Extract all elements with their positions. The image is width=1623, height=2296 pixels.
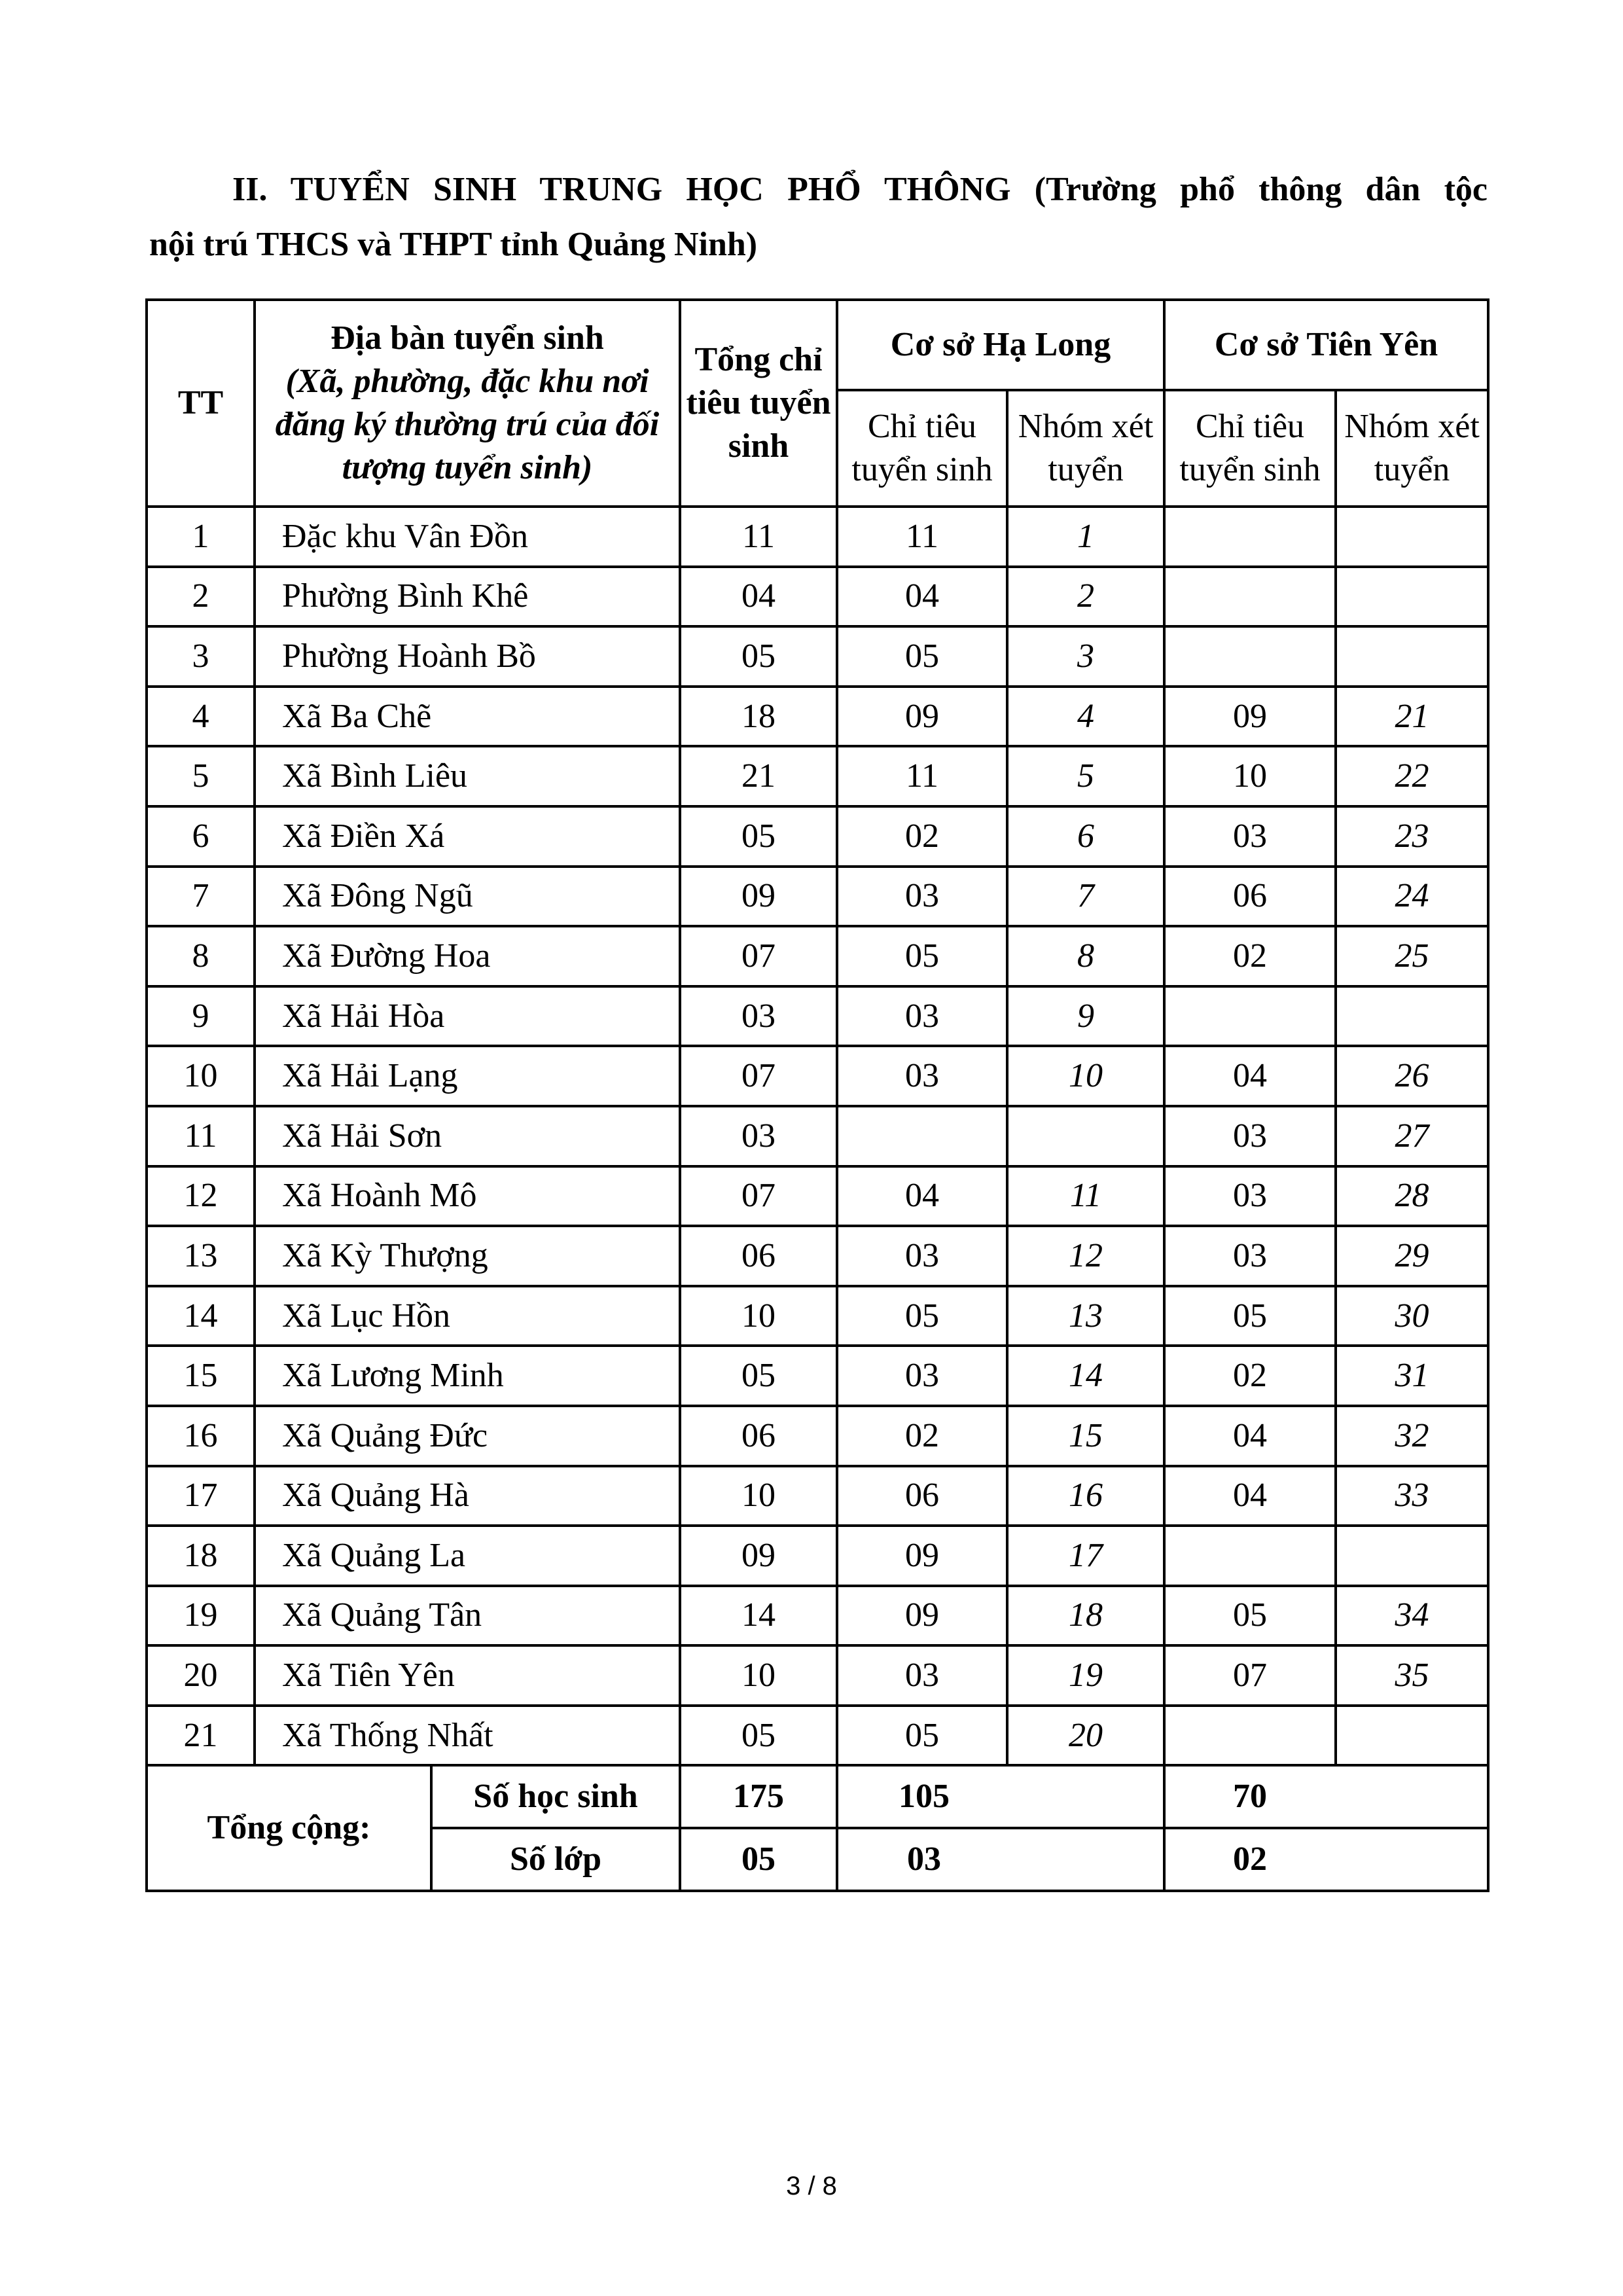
- cell-tienyen-group: 24: [1336, 867, 1488, 927]
- cell-area-name: Xã Lương Minh: [255, 1346, 680, 1406]
- cell-total-quota: 04: [680, 567, 837, 627]
- cell-tt: 20: [147, 1645, 255, 1706]
- table-row: [147, 1346, 1488, 1406]
- cell-tienyen-group: 34: [1336, 1586, 1488, 1646]
- cell-tt: 12: [147, 1166, 255, 1227]
- cell-total-quota: 05: [680, 1706, 837, 1766]
- header-total-quota: Tổng chỉ tiêu tuyển sinh: [680, 300, 837, 507]
- cell-tienyen-quota: 10: [1164, 746, 1336, 806]
- section-heading-line-1: II. TUYỂN SINH TRUNG HỌC PHỔ THÔNG (Trường phổ thông dân tộc: [232, 171, 1488, 208]
- cell-area-name: Xã Hải Hòa: [255, 986, 680, 1047]
- cell-total-quota: 21: [680, 746, 837, 806]
- cell-halong-group: 1: [1007, 507, 1164, 567]
- cell-area-name: Xã Lục Hồn: [255, 1286, 680, 1346]
- cell-total-quota: 09: [680, 1526, 837, 1586]
- cell-tt: 18: [147, 1526, 255, 1586]
- cell-tienyen-quota: 02: [1164, 1346, 1336, 1406]
- cell-halong-quota: 11: [837, 507, 1007, 567]
- cell-halong-quota: 05: [837, 1706, 1007, 1766]
- cell-tt: 9: [147, 986, 255, 1047]
- cell-halong-quota: 09: [837, 1526, 1007, 1586]
- header-tienyen-group: Nhóm xét tuyển: [1336, 390, 1488, 507]
- cell-halong-quota: 06: [837, 1466, 1007, 1526]
- cell-halong-quota: 05: [837, 1286, 1007, 1346]
- cell-halong-group: 12: [1007, 1226, 1164, 1286]
- cell-halong-group: 5: [1007, 746, 1164, 806]
- cell-area-name: Xã Tiên Yên: [255, 1645, 680, 1706]
- cell-total-quota: 05: [680, 1346, 837, 1406]
- cell-area-name: Xã Quảng La: [255, 1526, 680, 1586]
- section-heading: [149, 162, 1488, 272]
- cell-halong-quota: 03: [837, 1645, 1007, 1706]
- table-row: [147, 1645, 1488, 1706]
- cell-area-name: Xã Quảng Đức: [255, 1406, 680, 1466]
- cell-halong-group: [1007, 1106, 1164, 1166]
- cell-halong-group: 4: [1007, 687, 1164, 747]
- cell-tt: 4: [147, 687, 255, 747]
- cell-halong-quota: [837, 1106, 1007, 1166]
- table-row: [147, 567, 1488, 627]
- cell-area-name: Xã Điền Xá: [255, 806, 680, 867]
- cell-area-name: Xã Thống Nhất: [255, 1706, 680, 1766]
- cell-tienyen-quota: 09: [1164, 687, 1336, 747]
- cell-total-quota: 10: [680, 1286, 837, 1346]
- cell-halong-quota: 03: [837, 1046, 1007, 1106]
- cell-tienyen-group: 28: [1336, 1166, 1488, 1227]
- cell-tienyen-quota: [1164, 1526, 1336, 1586]
- header-halong: Cơ sở Hạ Long: [837, 300, 1164, 390]
- cell-tienyen-group: 25: [1336, 926, 1488, 986]
- cell-tt: 13: [147, 1226, 255, 1286]
- cell-halong-group: 10: [1007, 1046, 1164, 1106]
- cell-tt: 1: [147, 507, 255, 567]
- header-tt: TT: [147, 300, 255, 507]
- cell-halong-quota: 09: [837, 687, 1007, 747]
- cell-total-quota: 07: [680, 926, 837, 986]
- table-row: [147, 687, 1488, 747]
- cell-tienyen-group: [1336, 1526, 1488, 1586]
- admission-quota-table: [145, 298, 1489, 1892]
- table-row: [147, 1226, 1488, 1286]
- cell-halong-quota: 04: [837, 567, 1007, 627]
- table-row: [147, 806, 1488, 867]
- table-row: [147, 626, 1488, 687]
- cell-tienyen-quota: 03: [1164, 1226, 1336, 1286]
- cell-tt: 15: [147, 1346, 255, 1406]
- cell-tienyen-quota: 04: [1164, 1046, 1336, 1106]
- cell-area-name: Xã Hoành Mô: [255, 1166, 680, 1227]
- cell-total-quota: 07: [680, 1166, 837, 1227]
- table-row: [147, 1106, 1488, 1166]
- cell-total-quota: 06: [680, 1406, 837, 1466]
- cell-tienyen-quota: [1164, 986, 1336, 1047]
- cell-halong-group: 19: [1007, 1645, 1164, 1706]
- cell-tienyen-quota: 04: [1164, 1466, 1336, 1526]
- header-halong-group: Nhóm xét tuyển: [1007, 390, 1164, 507]
- section-heading-line-2: nội trú THCS và THPT tỉnh Quảng Ninh): [149, 226, 758, 263]
- classes-total: 05: [680, 1828, 837, 1891]
- cell-tt: 14: [147, 1286, 255, 1346]
- cell-tt: 17: [147, 1466, 255, 1526]
- cell-halong-group: 6: [1007, 806, 1164, 867]
- cell-halong-quota: 11: [837, 746, 1007, 806]
- cell-tienyen-group: 23: [1336, 806, 1488, 867]
- cell-area-name: Xã Hải Lạng: [255, 1046, 680, 1106]
- cell-tienyen-quota: 05: [1164, 1586, 1336, 1646]
- cell-area-name: Phường Bình Khê: [255, 567, 680, 627]
- classes-halong: 03: [837, 1828, 1164, 1891]
- cell-area-name: Xã Đường Hoa: [255, 926, 680, 986]
- cell-tt: 10: [147, 1046, 255, 1106]
- cell-tienyen-quota: 02: [1164, 926, 1336, 986]
- cell-tienyen-quota: 03: [1164, 806, 1336, 867]
- cell-halong-group: 18: [1007, 1586, 1164, 1646]
- classes-tienyen: 02: [1164, 1828, 1488, 1891]
- header-halong-quota: Chỉ tiêu tuyển sinh: [837, 390, 1007, 507]
- cell-halong-group: 14: [1007, 1346, 1164, 1406]
- cell-total-quota: 10: [680, 1466, 837, 1526]
- header-tienyen: Cơ sở Tiên Yên: [1164, 300, 1488, 390]
- cell-tt: 16: [147, 1406, 255, 1466]
- cell-tienyen-group: 35: [1336, 1645, 1488, 1706]
- cell-area-name: Xã Bình Liêu: [255, 746, 680, 806]
- table-row: [147, 867, 1488, 927]
- cell-halong-quota: 03: [837, 867, 1007, 927]
- cell-tienyen-group: [1336, 507, 1488, 567]
- cell-area-name: Xã Kỳ Thượng: [255, 1226, 680, 1286]
- cell-tt: 8: [147, 926, 255, 986]
- cell-halong-quota: 03: [837, 1226, 1007, 1286]
- cell-halong-quota: 04: [837, 1166, 1007, 1227]
- cell-halong-quota: 09: [837, 1586, 1007, 1646]
- table-row: [147, 1586, 1488, 1646]
- students-label: Số học sinh: [431, 1765, 680, 1828]
- cell-area-name: Đặc khu Vân Đồn: [255, 507, 680, 567]
- cell-tienyen-quota: [1164, 507, 1336, 567]
- cell-halong-group: 13: [1007, 1286, 1164, 1346]
- table-row: [147, 926, 1488, 986]
- cell-total-quota: 18: [680, 687, 837, 747]
- cell-tienyen-group: 21: [1336, 687, 1488, 747]
- cell-halong-group: 8: [1007, 926, 1164, 986]
- table-row: [147, 1406, 1488, 1466]
- cell-tienyen-quota: 04: [1164, 1406, 1336, 1466]
- table-row: [147, 1466, 1488, 1526]
- table-row: [147, 986, 1488, 1047]
- table-row: [147, 507, 1488, 567]
- cell-halong-group: 20: [1007, 1706, 1164, 1766]
- cell-area-name: Phường Hoành Bồ: [255, 626, 680, 687]
- cell-tienyen-quota: 03: [1164, 1166, 1336, 1227]
- cell-tienyen-quota: 06: [1164, 867, 1336, 927]
- cell-tienyen-group: [1336, 626, 1488, 687]
- cell-tienyen-quota: [1164, 1706, 1336, 1766]
- cell-halong-group: 15: [1007, 1406, 1164, 1466]
- cell-tt: 21: [147, 1706, 255, 1766]
- cell-tienyen-group: 22: [1336, 746, 1488, 806]
- cell-tienyen-group: 29: [1336, 1226, 1488, 1286]
- header-tienyen-quota: Chỉ tiêu tuyển sinh: [1164, 390, 1336, 507]
- table-row: [147, 746, 1488, 806]
- cell-tt: 6: [147, 806, 255, 867]
- cell-area-name: Xã Đông Ngũ: [255, 867, 680, 927]
- cell-tienyen-quota: 03: [1164, 1106, 1336, 1166]
- header-area: [255, 300, 680, 507]
- totals-label: Tổng cộng:: [147, 1765, 431, 1891]
- cell-total-quota: 03: [680, 986, 837, 1047]
- cell-total-quota: 06: [680, 1226, 837, 1286]
- cell-tienyen-quota: 05: [1164, 1286, 1336, 1346]
- cell-total-quota: 05: [680, 806, 837, 867]
- cell-tt: 5: [147, 746, 255, 806]
- cell-halong-quota: 02: [837, 1406, 1007, 1466]
- cell-tienyen-group: 33: [1336, 1466, 1488, 1526]
- cell-tt: 7: [147, 867, 255, 927]
- students-total: 175: [680, 1765, 837, 1828]
- header-area-title: Địa bàn tuyển sinh: [330, 319, 604, 357]
- table-row: [147, 1286, 1488, 1346]
- cell-tienyen-quota: [1164, 567, 1336, 627]
- cell-tienyen-group: [1336, 1706, 1488, 1766]
- cell-area-name: Xã Ba Chẽ: [255, 687, 680, 747]
- cell-tienyen-quota: [1164, 626, 1336, 687]
- cell-tienyen-group: 31: [1336, 1346, 1488, 1406]
- students-halong: 105: [837, 1765, 1164, 1828]
- cell-tienyen-quota: 07: [1164, 1645, 1336, 1706]
- cell-tienyen-group: 26: [1336, 1046, 1488, 1106]
- cell-halong-quota: 05: [837, 926, 1007, 986]
- cell-halong-quota: 05: [837, 626, 1007, 687]
- students-tienyen: 70: [1164, 1765, 1488, 1828]
- table-row: [147, 1706, 1488, 1766]
- cell-tt: 3: [147, 626, 255, 687]
- cell-area-name: Xã Quảng Hà: [255, 1466, 680, 1526]
- cell-halong-group: 3: [1007, 626, 1164, 687]
- cell-halong-quota: 03: [837, 1346, 1007, 1406]
- cell-tienyen-group: 27: [1336, 1106, 1488, 1166]
- cell-total-quota: 10: [680, 1645, 837, 1706]
- cell-tt: 11: [147, 1106, 255, 1166]
- cell-tienyen-group: [1336, 567, 1488, 627]
- cell-total-quota: 14: [680, 1586, 837, 1646]
- cell-halong-group: 2: [1007, 567, 1164, 627]
- cell-total-quota: 05: [680, 626, 837, 687]
- table-row: [147, 1526, 1488, 1586]
- cell-area-name: Xã Hải Sơn: [255, 1106, 680, 1166]
- cell-tt: 19: [147, 1586, 255, 1646]
- cell-halong-quota: 03: [837, 986, 1007, 1047]
- cell-tienyen-group: 32: [1336, 1406, 1488, 1466]
- table-row: [147, 1046, 1488, 1106]
- cell-halong-group: 17: [1007, 1526, 1164, 1586]
- cell-halong-group: 16: [1007, 1466, 1164, 1526]
- cell-total-quota: 09: [680, 867, 837, 927]
- cell-halong-group: 11: [1007, 1166, 1164, 1227]
- cell-total-quota: 11: [680, 507, 837, 567]
- cell-total-quota: 03: [680, 1106, 837, 1166]
- cell-tienyen-group: 30: [1336, 1286, 1488, 1346]
- cell-tienyen-group: [1336, 986, 1488, 1047]
- table-body: [147, 507, 1488, 1765]
- cell-tt: 2: [147, 567, 255, 627]
- cell-halong-group: 9: [1007, 986, 1164, 1047]
- classes-label: Số lớp: [431, 1828, 680, 1891]
- cell-total-quota: 07: [680, 1046, 837, 1106]
- cell-area-name: Xã Quảng Tân: [255, 1586, 680, 1646]
- header-area-subtitle: (Xã, phường, đặc khu nơi đăng ký thường trú của đối tượng tuyển sinh): [275, 363, 660, 486]
- cell-halong-group: 7: [1007, 867, 1164, 927]
- table-row: [147, 1166, 1488, 1227]
- page-number: 3 / 8: [786, 2172, 837, 2200]
- cell-halong-quota: 02: [837, 806, 1007, 867]
